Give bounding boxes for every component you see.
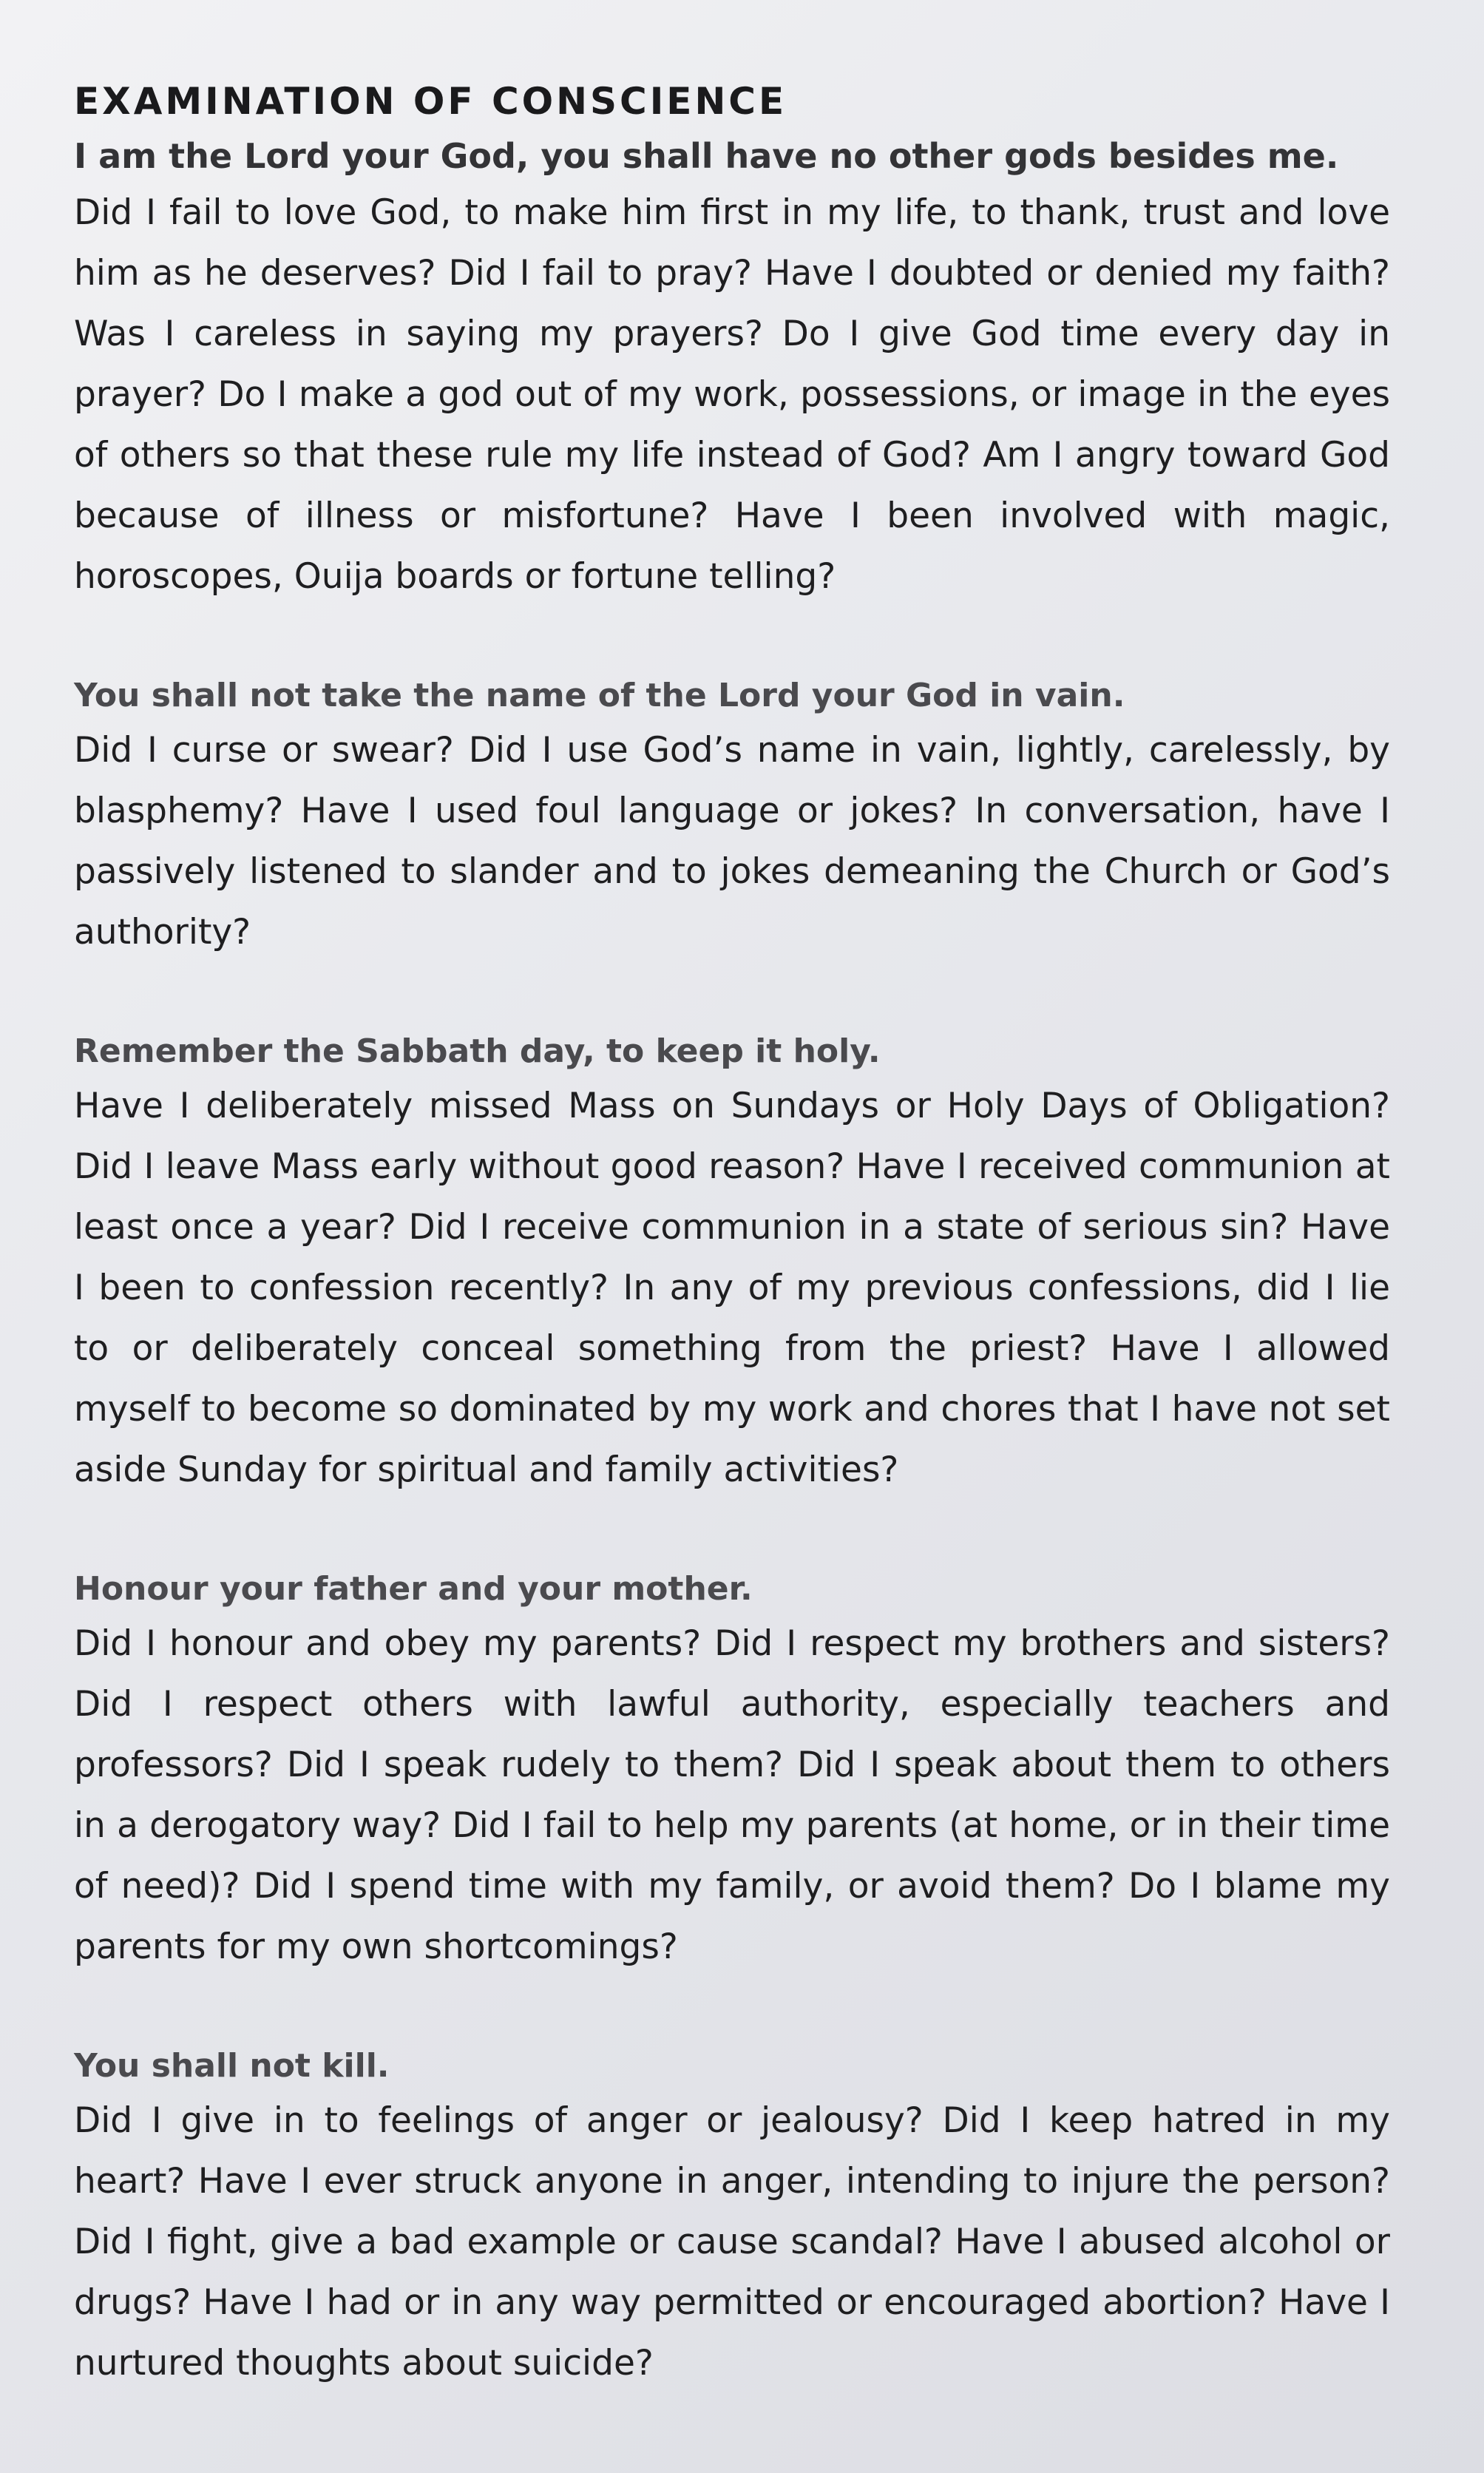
section-body: Did I fail to love God, to make him first in my life, to thank, trust and love him as he deserves? Did I fail to pray? Have I doubted or denied my faith? Was I careless in saying my prayers? Do I give God time every day in prayer? Do I make a god out of my work, possessions, or image in the eyes of others so that these rule my life instead of God? Am I angry toward God because of illness or misfortune? Have I been involved with magic, horoscopes, Ouija boards or fortune telling? <box>74 192 1390 597</box>
section-heading: Remember the Sabbath day, to keep it holy. <box>74 1032 881 1070</box>
section-body: Did I honour and obey my parents? Did I respect my brothers and sisters? Did I respect others with lawful authority, especially teachers and professors? Did I speak rudely to them? Did I speak about them to others in a derogatory way? Did I fail to help my parents (at home, or in their time of need)? Did I spend time with my family, or avoid them? Do I blame my parents for my own shortcomings? <box>74 1623 1390 1967</box>
section-body: Did I curse or swear? Did I use God’s name in vain, lightly, carelessly, by blasphemy? Have I used foul language or jokes? In conversation, have I passively listened to slander and to jokes demeaning the Church or God’s authority? <box>74 729 1390 953</box>
section-heading: Honour your father and your mother. <box>74 1569 753 1608</box>
document-title: EXAMINATION OF CONSCIENCE <box>74 80 787 123</box>
section-heading: You shall not kill. <box>74 2046 390 2085</box>
section-third-commandment <box>74 1031 1390 1501</box>
section-heading: I am the Lord your God, you shall have no other gods besides me. <box>74 136 1339 176</box>
section-body: Have I deliberately missed Mass on Sundays or Holy Days of Obligation? Did I leave Mass early without good reason? Have I received communion at least once a year? Did I receive communion in a state of serious sin? Have I been to confession recently? In any of my previous confessions, did I lie to or deliberately conceal something from the priest? Have I allowed myself to become so dominated by my work and chores that I have not set aside Sunday for spiritual and family activities? <box>74 1085 1390 1490</box>
section-fourth-commandment <box>74 1569 1390 1978</box>
section-heading: You shall not take the name of the Lord your God in vain. <box>74 676 1125 714</box>
section-second-commandment <box>74 675 1390 963</box>
section-first-commandment <box>74 135 1390 607</box>
section-body: Did I give in to feelings of anger or jealousy? Did I keep hatred in my heart? Have I ever struck anyone in anger, intending to injure the person? Did I fight, give a bad example or cause scandal? Have I abused alcohol or drugs? Have I had or in any way permitted or encouraged abortion? Have I nurtured thoughts about suicide? <box>74 2100 1390 2384</box>
document-page <box>74 81 1390 2462</box>
section-fifth-commandment <box>74 2046 1390 2394</box>
